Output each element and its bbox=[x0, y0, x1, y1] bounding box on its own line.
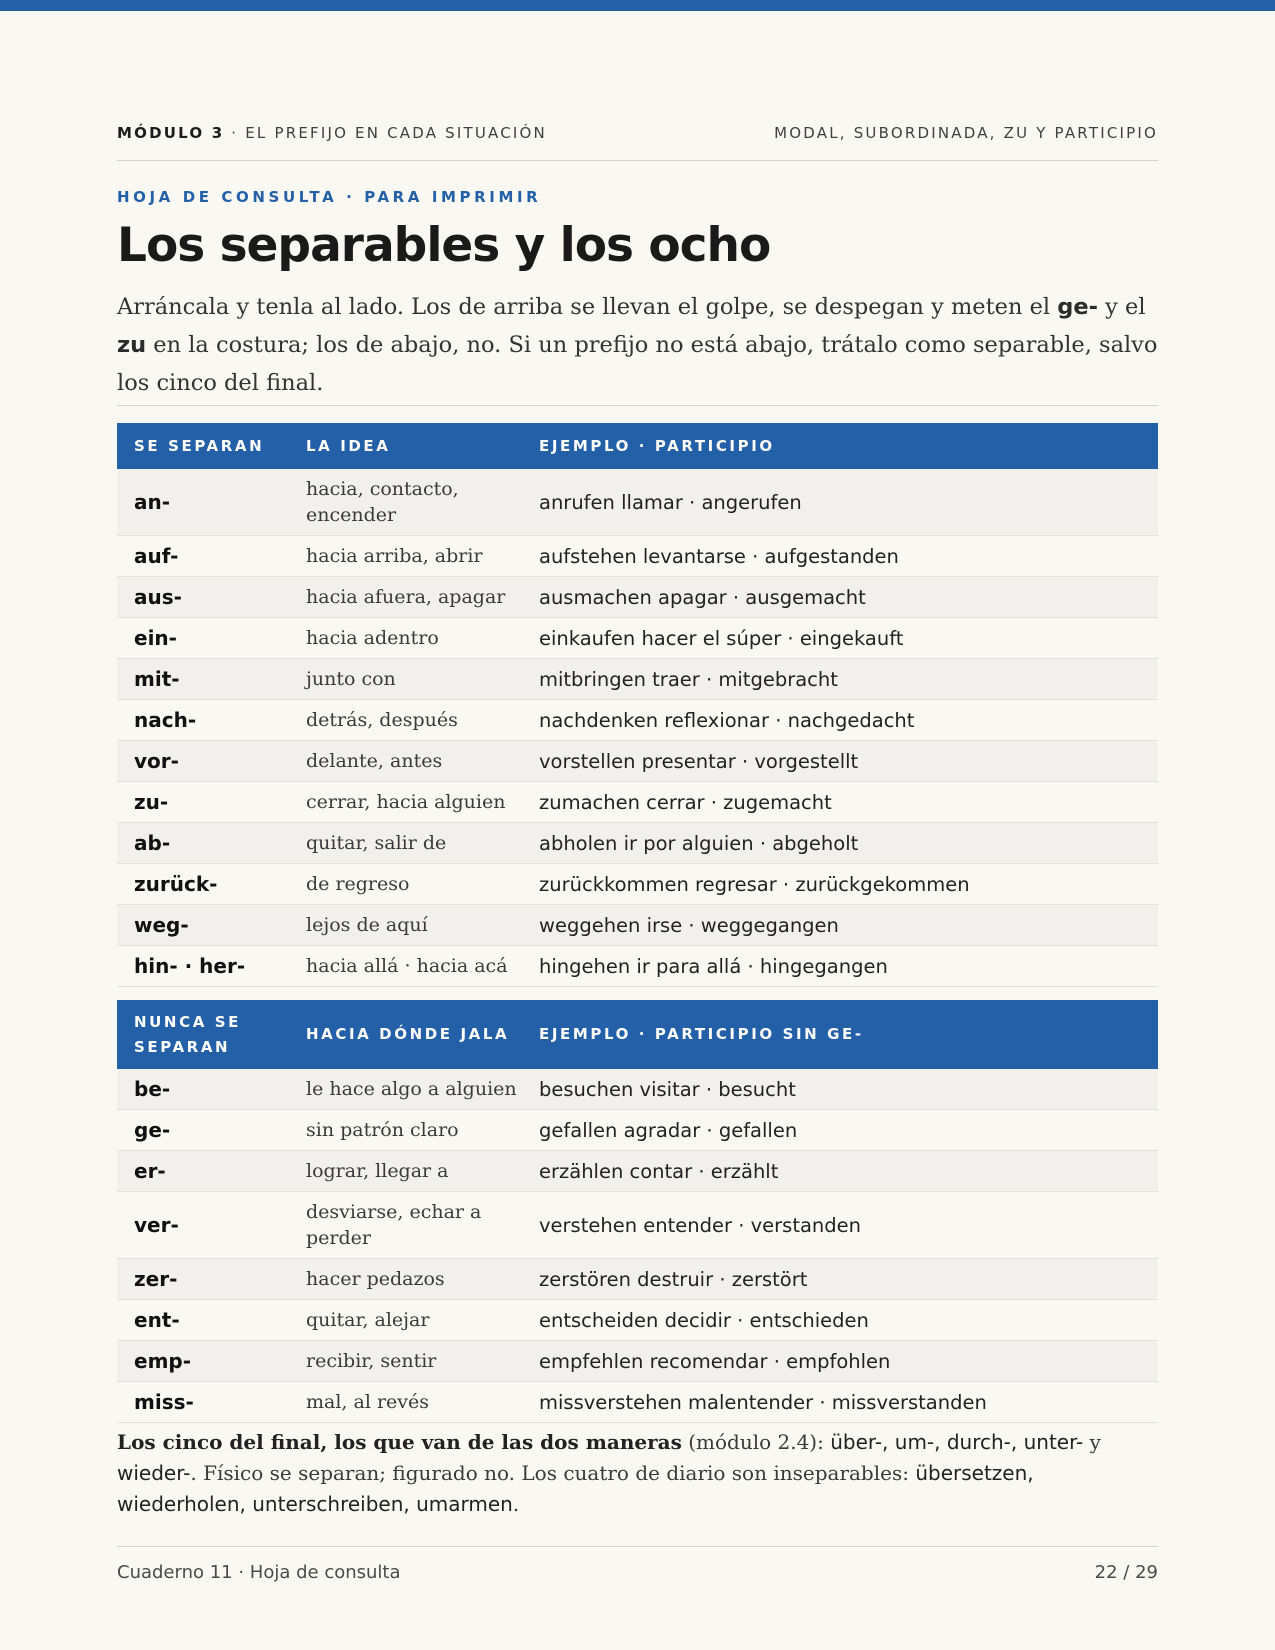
idea-cell: hacer pedazos bbox=[289, 1259, 522, 1300]
idea-cell: hacia afuera, apagar bbox=[289, 577, 522, 618]
header-divider bbox=[117, 160, 1158, 161]
table-row bbox=[117, 1151, 1158, 1192]
prefix-cell: er- bbox=[117, 1151, 289, 1192]
table-header-row bbox=[117, 423, 1158, 469]
module-section: · EL PREFIJO EN CADA SITUACIÓN bbox=[224, 124, 547, 142]
idea-cell: hacia, contacto, encender bbox=[289, 469, 522, 536]
prefix-cell: zu- bbox=[117, 782, 289, 823]
prefix-cell: mit- bbox=[117, 659, 289, 700]
idea-cell: hacia adentro bbox=[289, 618, 522, 659]
prefix-cell: ver- bbox=[117, 1192, 289, 1259]
table-row bbox=[117, 1192, 1158, 1259]
table-header-row bbox=[117, 1000, 1158, 1069]
idea-cell: de regreso bbox=[289, 864, 522, 905]
prefix-cell: vor- bbox=[117, 741, 289, 782]
table-row bbox=[117, 1110, 1158, 1151]
running-header bbox=[117, 124, 1158, 142]
example-cell: aufstehen levantarse · aufgestanden bbox=[522, 536, 1158, 577]
page-title: Los separables y los ocho bbox=[117, 218, 771, 273]
example-cell: zumachen cerrar · zugemacht bbox=[522, 782, 1158, 823]
idea-cell: detrás, después bbox=[289, 700, 522, 741]
intro-text-2: y el bbox=[1097, 294, 1146, 320]
intro-zu: zu bbox=[117, 332, 147, 358]
example-cell: mitbringen traer · mitgebracht bbox=[522, 659, 1158, 700]
footnote-text: . Físico se separan; figurado no. Los cuatro de diario son inseparables: bbox=[190, 1461, 916, 1485]
intro-text-1: Arráncala y tenla al lado. Los de arriba se llevan el golpe, se despegan y meten el bbox=[117, 294, 1058, 320]
table-row bbox=[117, 905, 1158, 946]
example-cell: missverstehen malentender · missverstanden bbox=[522, 1382, 1158, 1423]
example-cell: vorstellen presentar · vorgestellt bbox=[522, 741, 1158, 782]
example-cell: abholen ir por alguien · abgeholt bbox=[522, 823, 1158, 864]
prefix-cell: auf- bbox=[117, 536, 289, 577]
idea-cell: desviarse, echar a perder bbox=[289, 1192, 522, 1259]
idea-cell: lograr, llegar a bbox=[289, 1151, 522, 1192]
prefix-cell: ab- bbox=[117, 823, 289, 864]
example-cell: ausmachen apagar · ausgemacht bbox=[522, 577, 1158, 618]
footnote-end: . bbox=[512, 1492, 520, 1516]
footnote-prefixes: über-, um-, durch-, unter- bbox=[830, 1430, 1084, 1454]
footer-title: Cuaderno 11 · Hoja de consulta bbox=[117, 1562, 401, 1583]
prefix-cell: ge- bbox=[117, 1110, 289, 1151]
footnote-last-prefix: wieder- bbox=[117, 1461, 191, 1485]
module-number: MÓDULO 3 bbox=[117, 124, 225, 142]
column-header: SE SEPARAN bbox=[117, 423, 289, 469]
idea-cell: sin patrón claro bbox=[289, 1110, 522, 1151]
kicker: HOJA DE CONSULTA · PARA IMPRIMIR bbox=[117, 188, 542, 206]
example-cell: erzählen contar · erzählt bbox=[522, 1151, 1158, 1192]
table-row bbox=[117, 469, 1158, 536]
column-header: EJEMPLO · PARTICIPIO SIN GE- bbox=[522, 1000, 1158, 1069]
footnote-ref: (módulo 2.4): bbox=[681, 1430, 831, 1454]
column-header: NUNCA SE SEPARAN bbox=[117, 1000, 289, 1069]
example-cell: einkaufen hacer el súper · eingekauft bbox=[522, 618, 1158, 659]
footnote bbox=[117, 1427, 1158, 1520]
example-cell: hingehen ir para allá · hingegangen bbox=[522, 946, 1158, 987]
table-row bbox=[117, 577, 1158, 618]
intro-paragraph bbox=[117, 288, 1158, 402]
example-cell: weggehen irse · weggegangen bbox=[522, 905, 1158, 946]
idea-cell: cerrar, hacia alguien bbox=[289, 782, 522, 823]
prefix-cell: aus- bbox=[117, 577, 289, 618]
prefix-cell: ein- bbox=[117, 618, 289, 659]
example-cell: besuchen visitar · besucht bbox=[522, 1069, 1158, 1110]
example-cell: anrufen llamar · angerufen bbox=[522, 469, 1158, 536]
footer-divider bbox=[117, 1546, 1158, 1547]
idea-cell: mal, al revés bbox=[289, 1382, 522, 1423]
module-label bbox=[117, 124, 547, 142]
table-row bbox=[117, 1259, 1158, 1300]
footnote-lead: Los cinco del final, los que van de las dos maneras bbox=[117, 1430, 682, 1454]
idea-cell: le hace algo a alguien bbox=[289, 1069, 522, 1110]
table-row bbox=[117, 782, 1158, 823]
example-cell: entscheiden decidir · entschieden bbox=[522, 1300, 1158, 1341]
table-row bbox=[117, 536, 1158, 577]
column-header: LA IDEA bbox=[289, 423, 522, 469]
intro-divider bbox=[117, 405, 1158, 406]
header-topic: MODAL, SUBORDINADA, ZU Y PARTICIPIO bbox=[774, 124, 1158, 142]
idea-cell: delante, antes bbox=[289, 741, 522, 782]
table-row bbox=[117, 1382, 1158, 1423]
footnote-conj: y bbox=[1083, 1430, 1101, 1454]
table-row bbox=[117, 1341, 1158, 1382]
column-header: EJEMPLO · PARTICIPIO bbox=[522, 423, 1158, 469]
page-number: 22 / 29 bbox=[1094, 1562, 1158, 1583]
idea-cell: recibir, sentir bbox=[289, 1341, 522, 1382]
prefix-cell: be- bbox=[117, 1069, 289, 1110]
prefix-cell: zurück- bbox=[117, 864, 289, 905]
intro-ge: ge- bbox=[1057, 294, 1098, 320]
footnote-verbs: übersetzen, wiederholen, unterschreiben, umarmen bbox=[117, 1461, 1034, 1516]
prefix-cell: emp- bbox=[117, 1341, 289, 1382]
example-cell: zerstören destruir · zerstört bbox=[522, 1259, 1158, 1300]
separable-table bbox=[117, 423, 1158, 987]
table-row bbox=[117, 741, 1158, 782]
example-cell: verstehen entender · verstanden bbox=[522, 1192, 1158, 1259]
idea-cell: junto con bbox=[289, 659, 522, 700]
page-footer bbox=[117, 1562, 1158, 1583]
idea-cell: hacia arriba, abrir bbox=[289, 536, 522, 577]
example-cell: gefallen agradar · gefallen bbox=[522, 1110, 1158, 1151]
prefix-cell: zer- bbox=[117, 1259, 289, 1300]
idea-cell: quitar, salir de bbox=[289, 823, 522, 864]
column-header: HACIA DÓNDE JALA bbox=[289, 1000, 522, 1069]
example-cell: empfehlen recomendar · empfohlen bbox=[522, 1341, 1158, 1382]
idea-cell: lejos de aquí bbox=[289, 905, 522, 946]
table-row bbox=[117, 1069, 1158, 1110]
top-accent-bar bbox=[0, 0, 1275, 11]
idea-cell: hacia allá · hacia acá bbox=[289, 946, 522, 987]
inseparable-table bbox=[117, 1000, 1158, 1423]
table-row bbox=[117, 1300, 1158, 1341]
prefix-cell: nach- bbox=[117, 700, 289, 741]
idea-cell: quitar, alejar bbox=[289, 1300, 522, 1341]
table-row bbox=[117, 700, 1158, 741]
table-row bbox=[117, 864, 1158, 905]
prefix-cell: an- bbox=[117, 469, 289, 536]
prefix-cell: ent- bbox=[117, 1300, 289, 1341]
example-cell: nachdenken reflexionar · nachgedacht bbox=[522, 700, 1158, 741]
table-row bbox=[117, 946, 1158, 987]
table-row bbox=[117, 659, 1158, 700]
prefix-cell: miss- bbox=[117, 1382, 289, 1423]
example-cell: zurückkommen regresar · zurückgekommen bbox=[522, 864, 1158, 905]
intro-text-3: en la costura; los de abajo, no. Si un prefijo no está abajo, trátalo como separable, salvo los cinco del final. bbox=[117, 332, 1158, 396]
table-row bbox=[117, 618, 1158, 659]
prefix-cell: hin- · her- bbox=[117, 946, 289, 987]
prefix-cell: weg- bbox=[117, 905, 289, 946]
table-row bbox=[117, 823, 1158, 864]
